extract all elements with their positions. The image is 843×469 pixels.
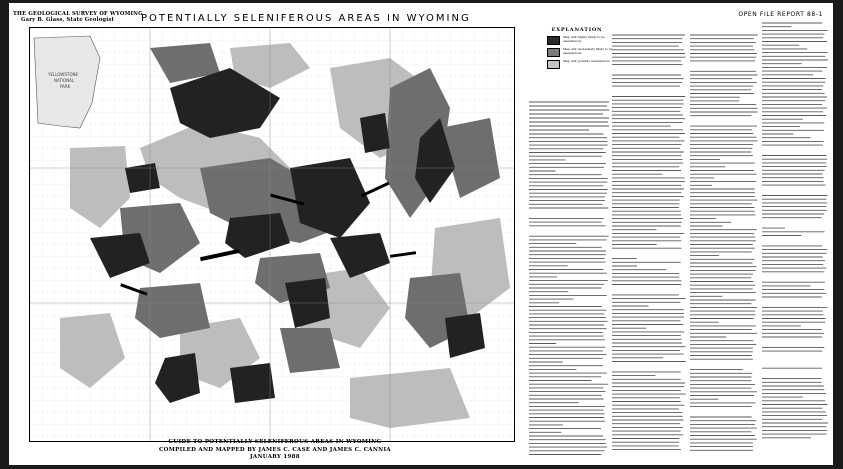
text-column-1-lines [529, 98, 609, 458]
map-label-national: NATIONAL [54, 78, 75, 83]
agency-name: THE GEOLOGICAL SURVEY OF WYOMING [13, 11, 143, 17]
legend-swatch-medium [547, 48, 560, 57]
map-graphic [30, 28, 514, 441]
text-column-3 [690, 33, 758, 455]
text-column-1 [529, 98, 609, 458]
map-label-park: PARK [60, 84, 71, 89]
legend-label-moderate: Map unit moderately likely to be seleniferous [563, 47, 613, 55]
text-column-4 [762, 21, 828, 443]
guide-title: GUIDE TO POTENTIALLY SELENIFEROUS AREAS IN WYOMING [168, 439, 382, 445]
legend-label-possible: Map unit possibly seleniferous [563, 59, 610, 63]
publication-date: JANUARY 1988 [249, 454, 300, 460]
text-column-2-lines [612, 33, 686, 453]
map-sheet [9, 3, 833, 465]
footer-title-block [159, 439, 391, 462]
agency-header [13, 11, 143, 23]
map-title: POTENTIALLY SELENIFEROUS AREAS IN WYOMING [141, 13, 471, 24]
text-column-3-lines [690, 33, 758, 453]
explanation-title: EXPLANATION [551, 27, 603, 33]
map-label-yellowstone: YELLOWSTONE [48, 72, 79, 77]
cartography-credit [439, 435, 440, 439]
legend-swatch-light [547, 60, 560, 69]
legend-swatch-dark [547, 36, 560, 45]
state-geologist: Gary B. Glass, State Geologist [21, 17, 115, 23]
text-column-2 [612, 33, 686, 455]
compiled-by: COMPILED AND MAPPED BY JAMES C. CASE AND JAMES C. CANNIA [159, 446, 391, 453]
open-file-report: OPEN FILE REPORT 88-1 [738, 11, 823, 18]
text-column-4-lines [762, 21, 828, 441]
wyoming-map [29, 27, 515, 442]
legend-label-high: Map unit highly likely to be seleniferous [563, 35, 605, 43]
